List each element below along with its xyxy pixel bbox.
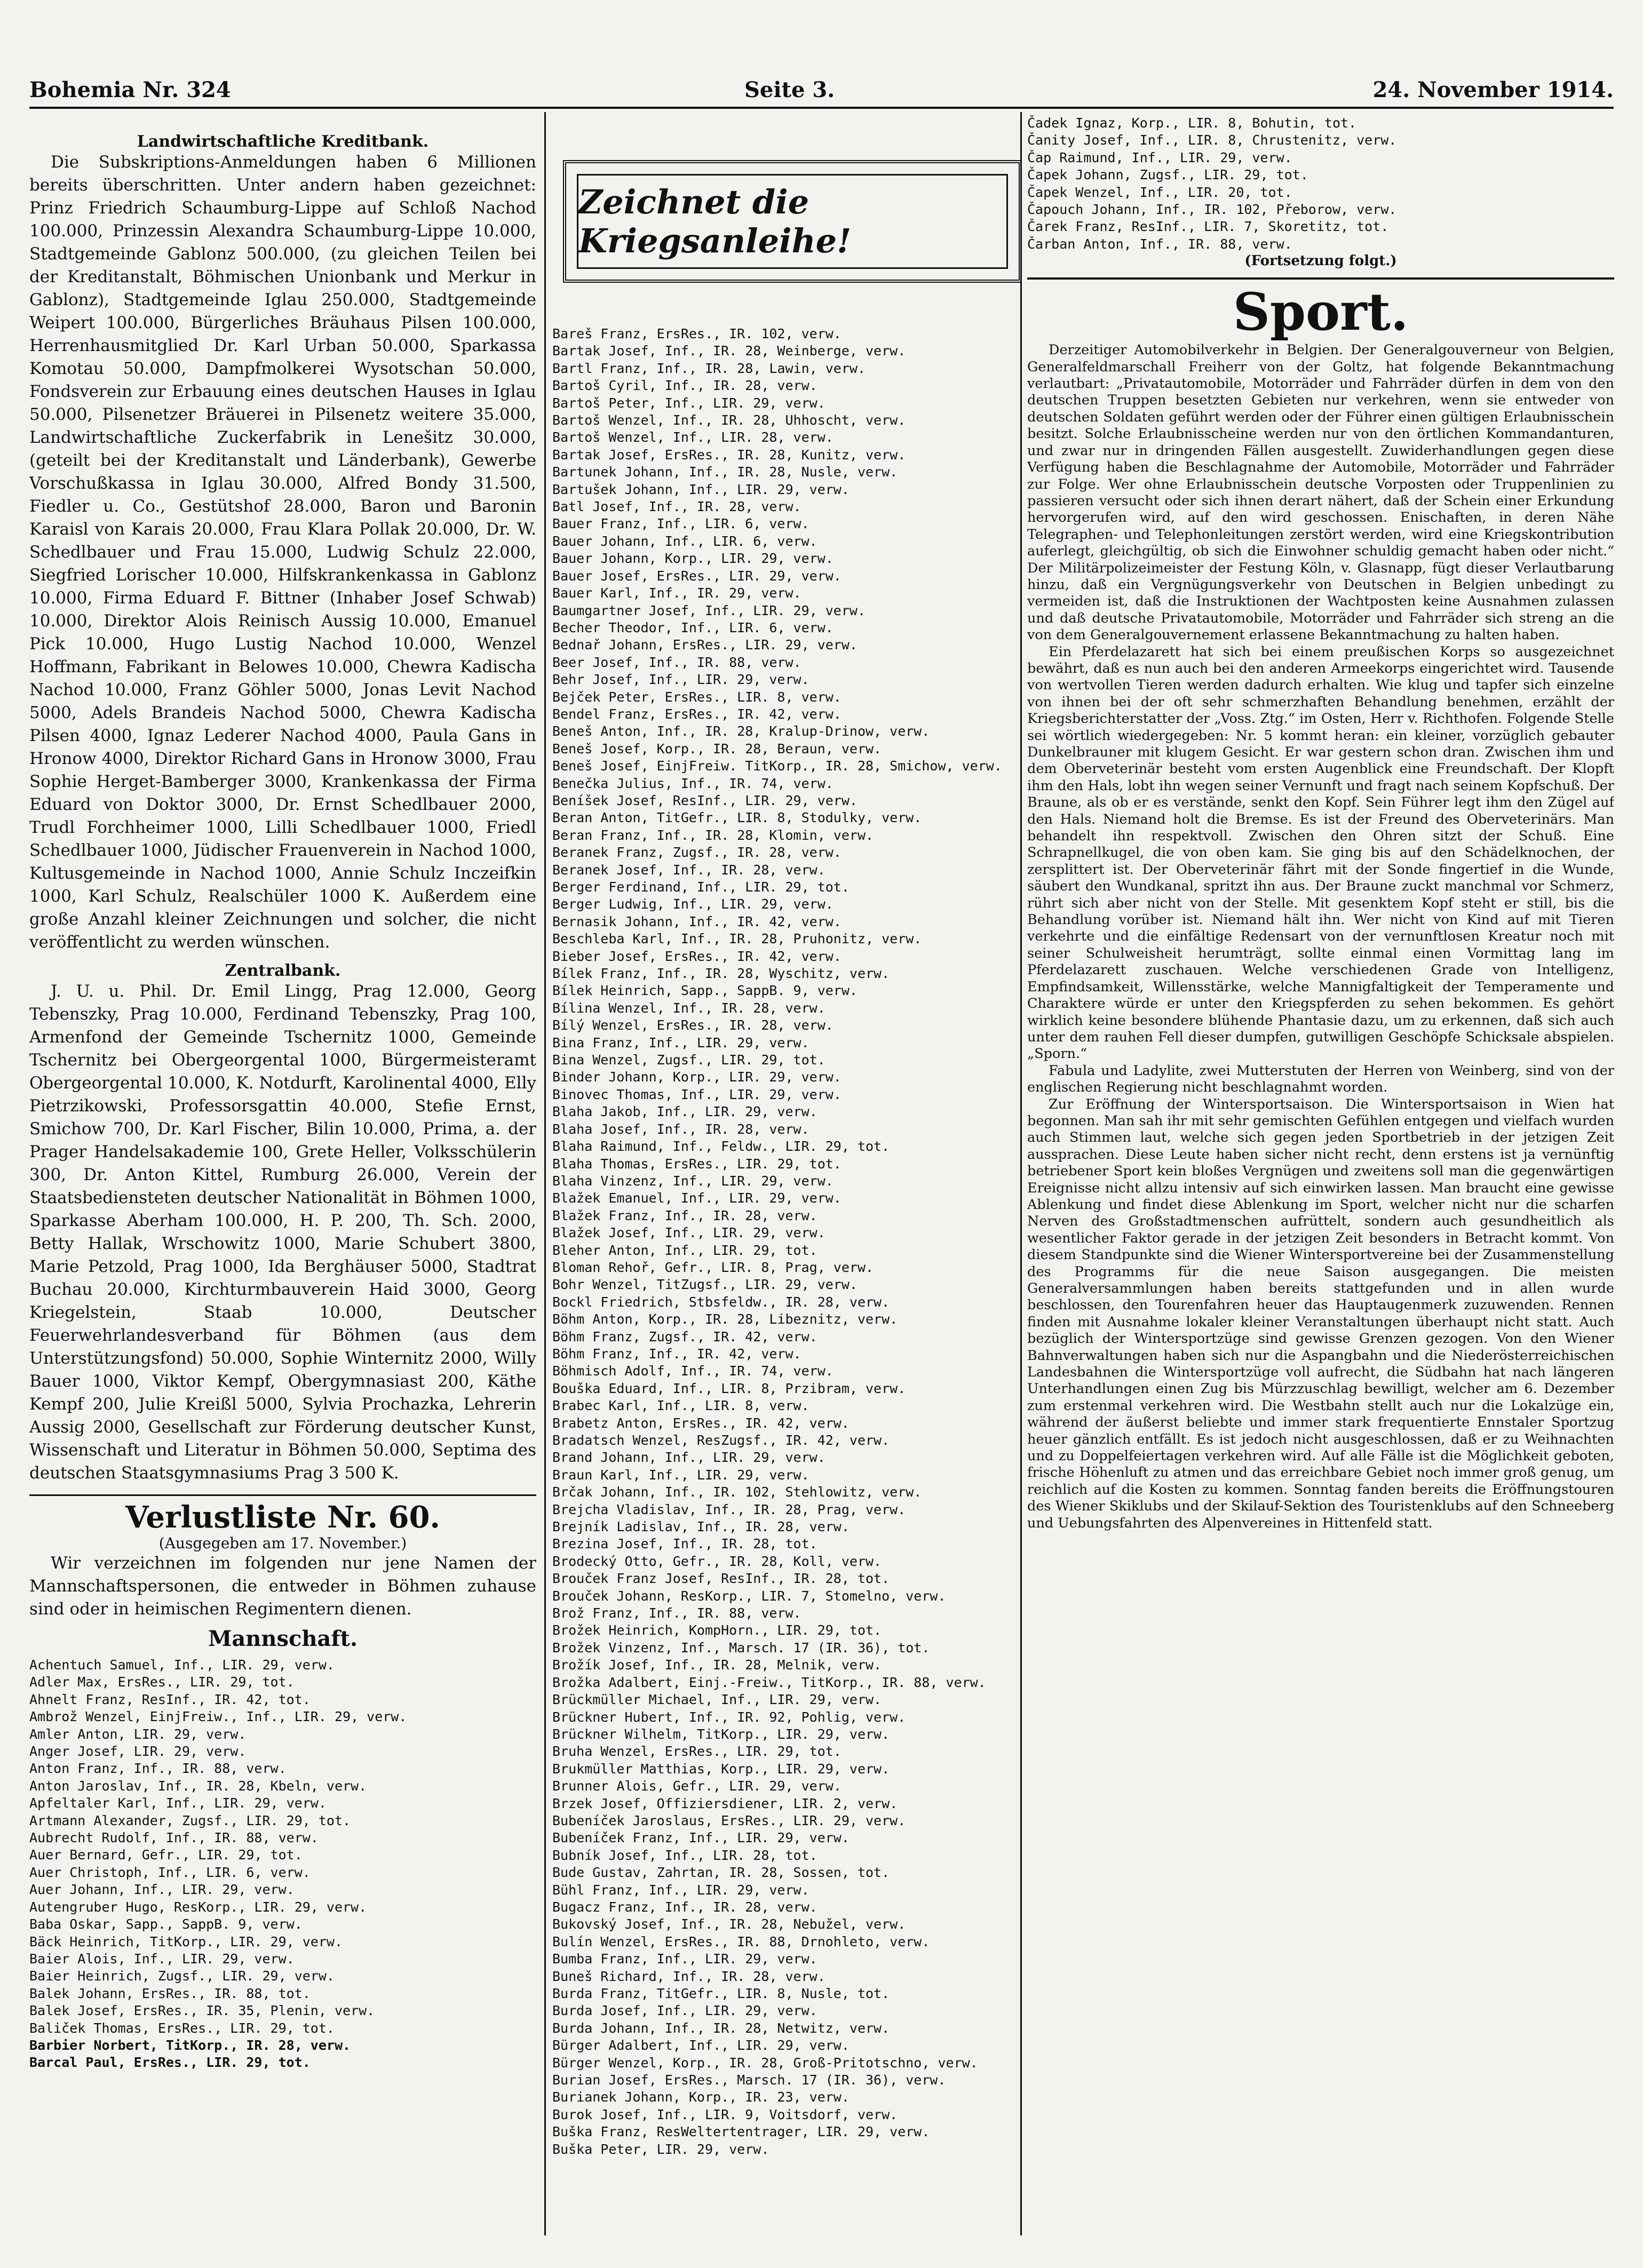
list-item: Binder Johann, Korp., LIR. 29, verw. xyxy=(552,1069,842,1085)
list-item: Bulín Wenzel, ErsRes., IR. 88, Drnohleto, verw. xyxy=(552,1933,930,1949)
list-item: Blažek Franz, Inf., IR. 28, verw. xyxy=(552,1207,817,1223)
list-item: Beníšek Josef, ResInf., LIR. 29, verw. xyxy=(552,792,858,808)
sport-paragraph: Zur Eröffnung der Wintersportsaison. Die Wintersportsaison in Wien hat begonnen. Man sah ihr mit sehr gemischten Gefühlen entgegen und vielfach wurden auch Stimmen laut, welche sich gegen jeden Sportbetrieb in der jetzigen Zeit aussprachen. Diese Leute haben sicher nicht recht, denn erstens ist ja vernünftig betriebener Sport kein bloßes Vergnügen und zweitens soll man die gegenwärtigen Ereignisse nicht allzu intensiv auf sich einwirken lassen. Man braucht eine gewisse Ablenkung und findet diese Ablenkung im Sport, welcher nicht nur die scharfen Nerven des Großstadtmenschen aufrüttelt, sondern auch gesundheitlich als wesentlicher Faktor gerade in der jetzigen Zeit besonders in Betracht kommt. Von diesem Standpunkte sind die Wiener Wintersportvereine bei der Zusammenstellung des Programms für die neue Saison ausgegangen. Die meisten Generalversammlungen haben bereits stattgefunden und in allen wurde beschlossen, den Tourenfahren heuer das Hauptaugenmerk zuzuwenden. Rennen finden mit Ausnahme lokaler kleiner Veranstaltungen überhaupt nicht statt. Auch bezüglich der Wintersportzüge sind gewisse Grenzen gezogen. Von den Wiener Bahnverwaltungen haben sich nur die Aspangbahn und die Niederösterreichischen Landesbahnen die Wintersportzüge voll aufrecht, die Südbahn hat nach längeren Unterhandlungen einen Zug bis Mürzzuschlag bewilligt, welcher am 6. Dezember zum erstenmal verkehren wird. Die Westbahn stellt auch nur die Lokalzüge ein, während der äußerst beliebte und immer stark frequentierte Ennstaler Sportzug heuer gänzlich entfällt. Es ist jedoch nicht ausgeschlossen, daß er zu Weihnachten und zu Doppelfeiertagen verkehren wird. Auf alle Fälle ist die Möglichkeit geboten, frische Höhenluft zu atmen und das erreichbare Gebiet noch immer groß genug, um reichlich auf die Kosten zu kommen. Sonntag fanden bereits die Eröffnungstouren des Wiener Skiklubs und der Skilauf-Sektion des Touristenklubs auf den Schneeberg und Uebungsfahrten des Alpenvereines in Hittenfeld statt. xyxy=(1027,1096,1614,1531)
list-item: Amler Anton, LIR. 29, verw. xyxy=(29,1726,247,1742)
casualty-list-2 xyxy=(552,325,1043,2158)
list-item: Bartušek Johann, Inf., LIR. 29, verw. xyxy=(552,481,850,497)
list-item: Bühl Franz, Inf., LIR. 29, verw. xyxy=(552,1882,809,1898)
list-item: Burda Josef, Inf., LIR. 29, verw. xyxy=(552,2003,817,2019)
list-item: Bruha Wenzel, ErsRes., LIR. 29, tot. xyxy=(552,1744,842,1760)
list-item: Baumgartner Josef, Inf., LIR. 29, verw. xyxy=(552,602,866,618)
list-item: Čapek Johann, Zugsf., LIR. 29, tot. xyxy=(1027,167,1308,183)
list-item: Beran Anton, TitGefr., LIR. 8, Stodulky, verw. xyxy=(552,810,922,826)
list-item: Auer Johann, Inf., LIR. 29, verw. xyxy=(29,1882,295,1898)
list-item: Buneš Richard, Inf., IR. 28, verw. xyxy=(552,1968,826,1984)
list-item: Auer Christoph, Inf., LIR. 6, verw. xyxy=(29,1864,311,1880)
list-item: Blaha Raimund, Inf., Feldw., LIR. 29, tot. xyxy=(552,1139,890,1155)
list-item: Anton Jaroslav, Inf., IR. 28, Kbeln, verw. xyxy=(29,1778,367,1794)
list-item: Bílek Heinrich, Sapp., SappB. 9, verw. xyxy=(552,983,858,999)
list-item: Anger Josef, LIR. 29, verw. xyxy=(29,1744,247,1760)
war-bond-ad xyxy=(563,160,1022,283)
sport-text xyxy=(1027,342,1614,1532)
list-item: Blažek Emanuel, Inf., LIR. 29, verw. xyxy=(552,1190,842,1206)
list-item: Bejček Peter, ErsRes., LIR. 8, verw. xyxy=(552,689,842,705)
list-item: Bugacz Franz, Inf., IR. 28, verw. xyxy=(552,1899,817,1915)
list-item: Artmann Alexander, Zugsf., LIR. 29, tot. xyxy=(29,1812,351,1828)
list-item: Bartoš Wenzel, Inf., LIR. 28, verw. xyxy=(552,429,834,445)
list-item: Bubeníček Franz, Inf., LIR. 29, verw. xyxy=(552,1830,850,1846)
section-title-zentralbank: Zentralbank. xyxy=(225,961,341,980)
list-item: Binovec Thomas, Inf., LIR. 29, verw. xyxy=(552,1086,842,1102)
zentralbank-text: J. U. u. Phil. Dr. Emil Lingg, Prag 12.000, Georg Tebenszky, Prag 10.000, Ferdinand Tebenszky, Prag 100, Armenfond der Gemeinde Tschernitz 1000, Gemeinde Tschernitz bei Obergeorgental 1000, Bürgermeisteramt Obergeorgental 10.000, K. Notdurft, Karolinental 4000, Elly Pietrzikowski, Professorsgattin 40.000, Stefie Ernst, Smichow 700, Dr. Karl Fischer, Bilin 10.000, Prima, a. der Prager Handelsakademie 100, Grete Heller, Volksschülerin 300, Dr. Anton Kittel, Rumburg 26.000, Verein der Staatsbediensteten deutscher Nationalität in Böhmen 1000, Sparkasse Aberham 100.000, H. P. 200, Th. Sch. 2000, Betty Hallak, Wrschowitz 1000, Marie Schubert 3800, Marie Petzold, Prag 1000, Ida Berghäuser 5000, Stadtrat Buchau 20.000, Kirchturmbauverein Haid 3000, Georg Kriegelstein, Staab 10.000, Deutscher Feuerwehrlandesverband für Böhmen (aus dem Unterstützungsfond) 50.000, Sophie Winternitz 2000, Willy Bauer 1000, Viktor Kempf, Obergymnasiast 200, Käthe Kempf 200, Julie Kreißl 5000, Sylvia Prochazka, Lehrerin Aussig 2000, Gesellschaft zur Förderung deutscher Kunst, Wissenschaft und Literatur in Böhmen 50.000, Septima des deutschen Staatsgymnasiums Prag 3 500 K. xyxy=(29,982,536,1483)
list-item: Bartl Franz, Inf., IR. 28, Lawin, verw. xyxy=(552,360,866,376)
list-item: Bleher Anton, Inf., LIR. 29, tot. xyxy=(552,1242,817,1258)
list-item: Brabec Karl, Inf., LIR. 8, verw. xyxy=(552,1398,809,1414)
list-item: Barcal Paul, ErsRes., LIR. 29, tot. xyxy=(29,2055,311,2071)
list-item: Böhm Franz, Zugsf., IR. 42, verw. xyxy=(552,1328,817,1344)
list-item: Barbier Norbert, TitKorp., IR. 28, verw. xyxy=(29,2037,351,2053)
list-item: Brožík Josef, Inf., IR. 28, Melnik, verw. xyxy=(552,1657,882,1673)
list-item: Burianek Johann, Korp., IR. 23, verw. xyxy=(552,2089,850,2105)
header-title: Bohemia Nr. 324 xyxy=(29,77,231,102)
list-item: Bílek Franz, Inf., IR. 28, Wyschitz, verw. xyxy=(552,966,890,982)
list-item: Bina Franz, Inf., LIR. 29, verw. xyxy=(552,1034,809,1051)
list-item: Beneš Josef, Korp., IR. 28, Beraun, verw. xyxy=(552,741,882,757)
list-item: Čarek Franz, ResInf., LIR. 7, Skoretitz, tot. xyxy=(1027,219,1389,235)
casualty-list-1 xyxy=(29,1657,536,2072)
list-item: Burok Josef, Inf., LIR. 9, Voitsdorf, verw. xyxy=(552,2106,898,2122)
list-item: Böhm Franz, Inf., IR. 42, verw. xyxy=(552,1346,801,1362)
list-item: Beranek Franz, Zugsf., IR. 28, verw. xyxy=(552,845,842,861)
list-item: Aubrecht Rudolf, Inf., IR. 88, verw. xyxy=(29,1830,319,1846)
page-header xyxy=(29,77,1614,115)
list-item: Brejník Ladislav, Inf., IR. 28, verw. xyxy=(552,1519,850,1535)
list-item: Bradatsch Wenzel, ResZugsf., IR. 42, verw. xyxy=(552,1433,890,1448)
list-item: Böhm Anton, Korp., IR. 28, Libeznitz, verw. xyxy=(552,1311,898,1327)
list-item: Bartoš Peter, Inf., LIR. 29, verw. xyxy=(552,395,826,411)
list-item: Baier Alois, Inf., LIR. 29, verw. xyxy=(29,1951,295,1967)
mannschaft-title: Mannschaft. xyxy=(208,1626,358,1651)
list-item: Anton Franz, Inf., IR. 88, verw. xyxy=(29,1761,287,1777)
header-page-number: Seite 3. xyxy=(744,77,835,102)
list-item: Brukmüller Matthias, Korp., LIR. 29, verw. xyxy=(552,1761,890,1777)
list-item: Brejcha Vladislav, Inf., IR. 28, Prag, verw. xyxy=(552,1501,906,1517)
list-item: Berger Ludwig, Inf., LIR. 29, verw. xyxy=(552,896,834,912)
casualty-list-3 xyxy=(1027,115,1614,253)
list-item: Bürger Wenzel, Korp., IR. 28, Groß-Pritotschno, verw. xyxy=(552,2055,978,2071)
list-item: Brož Franz, Inf., IR. 88, verw. xyxy=(552,1605,801,1621)
list-item: Bude Gustav, Zahrtan, IR. 28, Sossen, tot. xyxy=(552,1865,890,1881)
list-item: Bernasik Johann, Inf., IR. 42, verw. xyxy=(552,913,842,929)
list-item: Ambrož Wenzel, EinjFreiw., Inf., LIR. 29, verw. xyxy=(29,1709,407,1725)
list-item: Bohr Wenzel, TitZugsf., LIR. 29, verw. xyxy=(552,1277,858,1293)
list-item: Buška Peter, LIR. 29, verw. xyxy=(552,2141,769,2157)
list-item: Bauer Franz, Inf., LIR. 6, verw. xyxy=(552,516,809,532)
sport-rule xyxy=(1027,277,1614,280)
column-1 xyxy=(29,132,536,2072)
war-bond-ad-text: Zeichnet die Kriegsanleihe! xyxy=(577,174,1008,269)
list-item: Behr Josef, Inf., LIR. 29, verw. xyxy=(552,672,809,688)
list-item: Bareš Franz, ErsRes., IR. 102, verw. xyxy=(552,326,842,341)
list-item: Batl Josef, Inf., IR. 28, verw. xyxy=(552,499,801,515)
list-item: Bauer Johann, Inf., LIR. 6, verw. xyxy=(552,533,817,549)
list-item: Böhmisch Adolf, Inf., IR. 74, verw. xyxy=(552,1363,834,1379)
list-item: Čarban Anton, Inf., IR. 88, verw. xyxy=(1027,236,1292,252)
list-item: Brčak Johann, Inf., IR. 102, Stehlowitz, verw. xyxy=(552,1484,922,1500)
section-title-kreditbank: Landwirtschaftliche Kreditbank. xyxy=(137,132,429,151)
list-item: Bartunek Johann, Inf., IR. 28, Nusle, verw. xyxy=(552,464,898,480)
list-item: Blažek Josef, Inf., LIR. 29, verw. xyxy=(552,1225,826,1241)
list-item: Blaha Josef, Inf., IR. 28, verw. xyxy=(552,1121,809,1137)
list-item: Brückner Hubert, Inf., IR. 92, Pohlig, verw. xyxy=(552,1709,906,1725)
list-item: Auer Bernard, Gefr., LIR. 29, tot. xyxy=(29,1847,303,1863)
section-rule xyxy=(29,1494,536,1496)
list-item: Bürger Adalbert, Inf., LIR. 29, verw. xyxy=(552,2038,850,2054)
sport-paragraph: Ein Pferdelazarett hat sich bei einem preußischen Korps so ausgezeichnet bewährt, daß es nun auch bei den anderen Armeekorps eingerichtet wird. Tausende von wertvollen Tieren werden dadurch erhalten. Wie klug und tapfer sich einzelne von ihnen bei der oft sehr schmerzhaften Behandlung benehmen, erzählt der Kriegsberichterstatter der „Voss. Ztg.“ im Osten, Herr v. Richthofen. Folgende Stelle sei wörtlich wiedergegeben: Nr. 5 kommt heran: ein kleiner, vorzüglich gebauter Dunkelbrauner mit klugem Gesicht. Er war gestern schon dran. Zwischen ihm und dem Oberveterinär besteht vom ersten Augenblick eine Freundschaft. Der Klopft ihm den Hals, lobt ihn wegen seiner Vernunft und fragt nach seinem Kopfschuß. Der Braune, als ob er es verstände, senkt den Kopf. Sein Führer legt ihm den Zügel auf den Hals. Niemand holt die Bremse. Es ist der Freund des Oberveterinärs. Man behandelt ihn respektvoll. Zwischen den Ohren sitzt der Schuß. Eine Schrapnellkugel, die von oben kam. Sie ging bis auf den Schädelknochen, der zersplittert ist. Der Oberveterinär fährt mit der Sonde fingertief in die Wunde, säubert den Wundkanal, spritzt ihn aus. Der Braune zuckt manchmal vor Schmerz, rührt sich aber nicht von der Stelle. Mit gesenktem Kopf steht er still, bis die Behandlung vorüber ist. Niemand hält ihn. Wer nicht von Kind auf mit Tieren verkehrte und die einfältige Redensart von der vernunftlosen Kreatur noch mit seiner Schulweisheit herumträgt, sollte einmal einen Vormittag lang im Pferdelazarett zuschauen. Welche verschiedenen Grade von Intelligenz, Empfindsamkeit, Willensstärke, welche Mannigfaltigkeit der Temperamente und Charaktere würde er unter den Kriegspferden zu sehen bekommen. Es gehört wirklich keine besondere blühende Phantasie dazu, um zu erkennen, daß sich auch unter dem rauhen Fell dieser dumpfen, gutwilligen Geschöpfe Schicksale abspielen. „Sporn.“ xyxy=(1027,643,1614,1062)
list-item: Bauer Karl, Inf., IR. 29, verw. xyxy=(552,585,801,601)
list-item: Čapek Wenzel, Inf., LIR. 20, tot. xyxy=(1027,184,1292,200)
list-item: Bauer Josef, ErsRes., LIR. 29, verw. xyxy=(552,568,842,584)
list-item: Beschleba Karl, Inf., IR. 28, Pruhonitz, verw. xyxy=(552,931,922,947)
sport-title: Sport. xyxy=(1233,282,1409,343)
list-item: Beneš Josef, EinjFreiw. TitKorp., IR. 28, Smichow, verw. xyxy=(552,758,1002,774)
list-item: Bartak Josef, ErsRes., IR. 28, Kunitz, verw. xyxy=(552,447,906,463)
list-item: Becher Theodor, Inf., LIR. 6, verw. xyxy=(552,619,834,635)
list-item: Buška Franz, ResWeltertentrager, LIR. 29, verw. xyxy=(552,2124,930,2140)
list-item: Beran Franz, Inf., IR. 28, Klomin, verw. xyxy=(552,827,874,843)
list-item: Bendel Franz, ErsRes., IR. 42, verw. xyxy=(552,706,842,722)
list-item: Baliček Thomas, ErsRes., LIR. 29, tot. xyxy=(29,2020,335,2036)
list-item: Baba Oskar, Sapp., SappB. 9, verw. xyxy=(29,1916,303,1932)
list-item: Bartak Josef, Inf., IR. 28, Weinberge, verw. xyxy=(552,343,906,359)
list-item: Čanity Josef, Inf., LIR. 8, Chrustenitz, verw. xyxy=(1027,132,1397,148)
list-item: Čapouch Johann, Inf., IR. 102, Přeborow, verw. xyxy=(1027,202,1397,218)
list-item: Berger Ferdinand, Inf., LIR. 29, tot. xyxy=(552,879,850,895)
list-item: Blaha Thomas, ErsRes., LIR. 29, tot. xyxy=(552,1156,842,1172)
list-item: Brouček Franz Josef, ResInf., IR. 28, tot. xyxy=(552,1571,890,1587)
verlustliste-intro: Wir verzeichnen im folgenden nur jene Namen der Mannschaftspersonen, die entweder in Böhmen zuhause sind oder in heimischen Regimentern dienen. xyxy=(29,1554,536,1619)
verlustliste-title: Verlustliste Nr. 60. xyxy=(125,1500,440,1535)
list-item: Bartoš Cyril, Inf., IR. 28, verw. xyxy=(552,378,817,394)
list-item: Blaha Vinzenz, Inf., LIR. 29, verw. xyxy=(552,1173,834,1189)
sport-paragraph: Fabula und Ladylite, zwei Mutterstuten der Herren von Weinberg, sind von der englischen Regierung nicht beschlagnahmt worden. xyxy=(1027,1062,1614,1096)
column-2 xyxy=(552,325,1043,2158)
list-item: Brunner Alois, Gefr., LIR. 29, verw. xyxy=(552,1778,842,1794)
list-item: Bouška Eduard, Inf., LIR. 8, Przibram, verw. xyxy=(552,1380,906,1396)
list-item: Ahnelt Franz, ResInf., IR. 42, tot. xyxy=(29,1691,311,1707)
list-item: Burda Franz, TitGefr., LIR. 8, Nusle, tot. xyxy=(552,1986,890,2001)
list-item: Bukovský Josef, Inf., IR. 28, Nebužel, verw. xyxy=(552,1916,906,1932)
sport-paragraph: Derzeitiger Automobilverkehr in Belgien. Der Generalgouverneur von Belgien, Generalfeldmarschall Freiherr von der Goltz, hat folgende Bekanntmachung verlautbart: „Privatautomobile, Motorräder und Fahrräder dürfen in dem von den deutschen Truppen besetzten Gebieten nur verkehren, wenn sie entweder von deutschen Soldaten geführt werden oder der Führer einen gültigen Erlaubnisschein besitzt. Solche Erlaubnisscheine werden nur von den örtlichen Kommandanturen, und zwar nur in dringenden Fällen ausgestellt. Zuwiderhandlungen gegen diese Verfügung haben die Beschlagnahme der Automobile, Motorräder und Fahrräder zur Folge. Wer ohne Erlaubnisschein deutsche Vorposten oder Truppenlinien zu passieren versucht oder sich ihnen derart nähert, daß der Schein einer Erkundung hervorgerufen wird, auf den wird geschossen. Enischaften, in deren Nähe Telegraphen- und Telephonleitungen zerstört werden, wird eine Kriegskontribution auferlegt, gleichgültig, ob sich die Einwohner schuldig gemacht haben oder nicht.“ Der Militärpolizeimeister der Festung Köln, v. Glasnapp, fügt dieser Verlautbarung hinzu, daß ein Vergnügungsverkehr von Deutschen in Belgien unbedingt zu vermeiden ist, daß die Instruktionen der Wachtposten keine Ausnahmen zulassen und daß deutsche Privatautomobile, Motorräder und Fahrräder sich streng an die von dem Generalgouvernement erlassene Bekanntmachung zu halten haben. xyxy=(1027,342,1614,643)
list-item: Brückmüller Michael, Inf., LIR. 29, verw. xyxy=(552,1692,882,1708)
list-item: Brožek Vinzenz, Inf., Marsch. 17 (IR. 36), tot. xyxy=(552,1640,930,1656)
list-item: Brodecký Otto, Gefr., IR. 28, Koll, verw. xyxy=(552,1553,882,1569)
list-item: Blaha Jakob, Inf., LIR. 29, verw. xyxy=(552,1104,817,1120)
list-item: Bednař Johann, ErsRes., LIR. 29, verw. xyxy=(552,637,858,653)
list-item: Burian Josef, ErsRes., Marsch. 17 (IR. 36), verw. xyxy=(552,2072,946,2088)
list-item: Bauer Johann, Korp., LIR. 29, verw. xyxy=(552,551,834,567)
list-item: Čap Raimund, Inf., LIR. 29, verw. xyxy=(1027,149,1292,165)
list-item: Bílý Wenzel, ErsRes., IR. 28, verw. xyxy=(552,1017,834,1033)
list-item: Brožek Heinrich, KompHorn., LIR. 29, tot. xyxy=(552,1622,882,1638)
list-item: Brückner Wilhelm, TitKorp., LIR. 29, verw. xyxy=(552,1726,890,1742)
list-item: Beneš Anton, Inf., IR. 28, Kralup-Drinow, verw. xyxy=(552,723,930,739)
list-item: Beer Josef, Inf., IR. 88, verw. xyxy=(552,654,801,670)
list-item: Bílina Wenzel, Inf., IR. 28, verw. xyxy=(552,1000,826,1016)
list-item: Apfeltaler Karl, Inf., LIR. 29, verw. xyxy=(29,1795,327,1811)
list-item: Benečka Julius, Inf., IR. 74, verw. xyxy=(552,775,834,791)
list-item: Bieber Josef, ErsRes., IR. 42, verw. xyxy=(552,948,842,964)
column-3 xyxy=(1027,115,1614,1532)
header-rule xyxy=(29,107,1614,109)
list-item: Bockl Friedrich, Stbsfeldw., IR. 28, verw. xyxy=(552,1294,890,1310)
list-item: Bubeníček Jaroslaus, ErsRes., LIR. 29, verw. xyxy=(552,1812,906,1828)
list-item: Bartoš Wenzel, Inf., IR. 28, Uhhoscht, verw. xyxy=(552,412,906,428)
list-item: Brabetz Anton, ErsRes., IR. 42, verw. xyxy=(552,1415,850,1431)
list-item: Burda Johann, Inf., IR. 28, Netwitz, verw. xyxy=(552,2020,890,2036)
list-item: Baier Heinrich, Zugsf., LIR. 29, verw. xyxy=(29,1968,335,1984)
list-item: Achentuch Samuel, Inf., LIR. 29, verw. xyxy=(29,1657,335,1673)
list-item: Bubník Josef, Inf., LIR. 28, tot. xyxy=(552,1847,817,1863)
list-item: Bäck Heinrich, TitKorp., LIR. 29, verw. xyxy=(29,1933,343,1949)
list-item: Beranek Josef, Inf., IR. 28, verw. xyxy=(552,862,826,878)
verlustliste-date: (Ausgegeben am 17. November.) xyxy=(158,1534,407,1552)
kreditbank-text: Die Subskriptions-Anmeldungen haben 6 Millionen bereits überschritten. Unter andern haben gezeichnet: Prinz Friedrich Schaumburg-Lippe auf Schloß Nachod 100.000, Prinzessin Alexandra Schaumburg-Lippe 10.000, Stadtgemeinde Gablonz 500.000, (zu gleichen Teilen bei der Kreditanstalt, Böhmischen Unionbank und Merkur in Gablonz), Stadtgemeinde Iglau 250.000, Stadtgemeinde Weipert 100.000, Bürgerliches Bräuhaus Pilsen 100.000, Herrenhausmitglied Dr. Karl Urban 50.000, Sparkassa Komotau 50.000, Dampfmolkerei Wysotschan 50.000, Fondsverein zur Erbauung eines deutschen Hauses in Iglau 50.000, Pilsenetzer Bräuerei in Pilsenetz weitere 35.000, Landwirtschaftliche Zuckerfabrik in Lenešitz 30.000, (geteilt bei der Kreditanstalt und Länderbank), Gewerbe Vorschußkassa in Iglau 30.000, Alfred Bondy 31.500, Fiedler u. Co., Gestütshof 28.000, Baron und Baronin Karaisl von Karais 20.000, Frau Klara Pollak 20.000, Dr. W. Schedlbauer und Frau 15.000, Ludwig Schulz 22.000, Siegfried Lorischer 10.000, Hilfskrankenkassa in Gablonz 10.000, Firma Eduard F. Bittner (Inhaber Josef Schwab) 10.000, Direktor Alois Reinisch Aussig 10.000, Emanuel Pick 10.000, Hugo Lustig Nachod 10.000, Wenzel Hoffmann, Fabrikant in Belowes 10.000, Chewra Kadischa Nachod 10.000, Franz Göhler 5000, Jonas Levit Nachod 5000, Adels Brandeis Nachod 5000, Chewra Kadischa Pilsen 4000, Ignaz Lederer Nachod 4000, Paula Gans in Hronow 4000, Direktor Richard Gans in Hronow 3000, Frau Sophie Herget-Bamberger 3000, Krankenkassa der Firma Eduard von Doktor 3000, Dr. Ernst Schedlbauer 2000, Trudl Forchheimer 1000, Lilli Schedlbauer 1000, Friedl Schedlbauer 1000, Jüdischer Frauenverein in Nachod 1000, Kultusgemeinde in Nachod 1000, Annie Schulz Inczeifkin 1000, Karl Schulz, Realschüler 1000 K. Außerdem eine große Anzahl kleiner Zeichnungen und solcher, die nicht veröffentlicht zu werden wünschen. xyxy=(29,153,536,952)
list-item: Brožka Adalbert, Einj.-Freiw., TitKorp., IR. 88, verw. xyxy=(552,1674,986,1690)
list-item: Čadek Ignaz, Korp., LIR. 8, Bohutin, tot. xyxy=(1027,115,1357,131)
list-item: Bloman Rehoř, Gefr., LIR. 8, Prag, verw. xyxy=(552,1259,874,1275)
list-item: Brzek Josef, Offiziersdiener, LIR. 2, verw. xyxy=(552,1795,898,1811)
list-item: Balek Josef, ErsRes., IR. 35, Plenin, verw. xyxy=(29,2003,375,2019)
list-item: Bina Wenzel, Zugsf., LIR. 29, tot. xyxy=(552,1052,826,1068)
header-date: 24. November 1914. xyxy=(1372,77,1614,102)
column-divider-1 xyxy=(544,112,546,2235)
list-item: Brouček Johann, ResKorp., LIR. 7, Stomelno, verw. xyxy=(552,1588,946,1604)
list-item: Bumba Franz, Inf., LIR. 29, verw. xyxy=(552,1951,817,1967)
list-item: Brezina Josef, Inf., IR. 28, tot. xyxy=(552,1536,817,1552)
list-item: Brand Johann, Inf., LIR. 29, verw. xyxy=(552,1450,826,1466)
list-item: Balek Johann, ErsRes., IR. 88, tot. xyxy=(29,1985,311,2001)
list-item: Braun Karl, Inf., LIR. 29, verw. xyxy=(552,1467,809,1483)
list-item: Adler Max, ErsRes., LIR. 29, tot. xyxy=(29,1674,295,1690)
continuation-note: (Fortsetzung folgt.) xyxy=(1244,253,1397,269)
list-item: Autengruber Hugo, ResKorp., LIR. 29, verw. xyxy=(29,1899,367,1915)
